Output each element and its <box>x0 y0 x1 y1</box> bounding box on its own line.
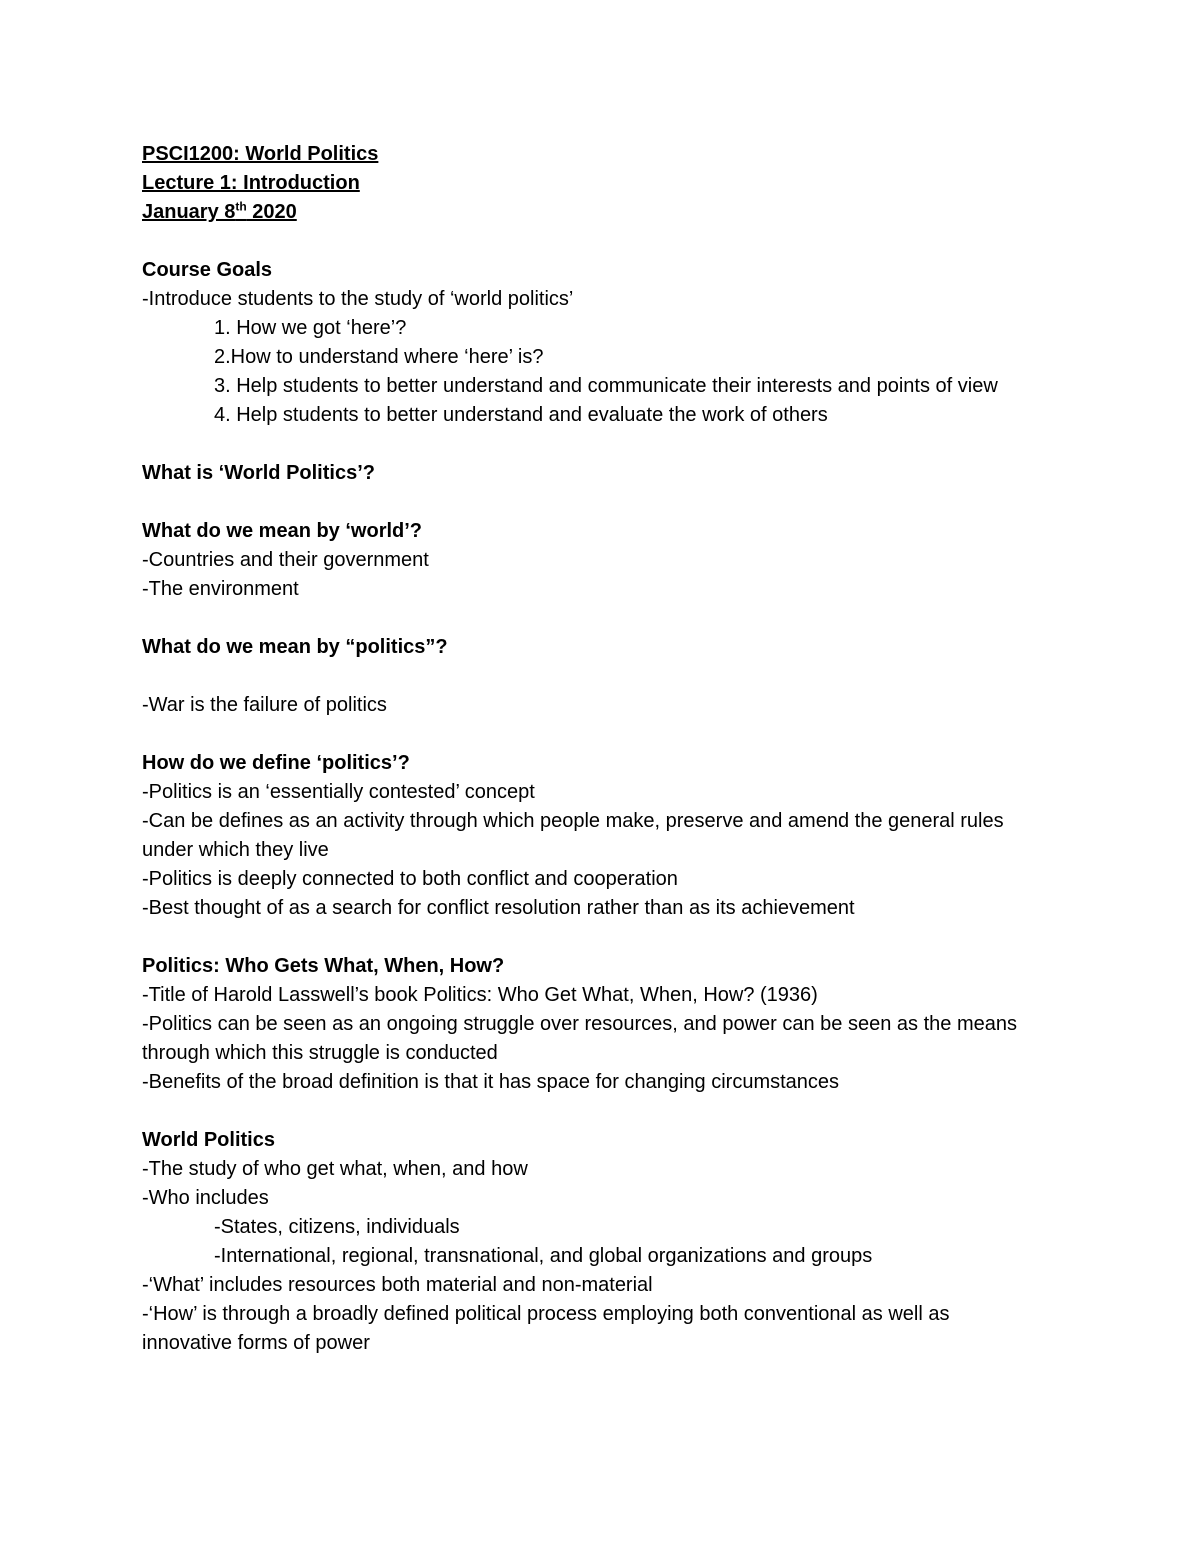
course-goal-item: 2.How to understand where ‘here’ is? <box>214 346 544 368</box>
course-goal-item: 3. Help students to better understand and communicate their interests and points of view <box>214 375 998 397</box>
spacer <box>142 488 1042 517</box>
define-politics-item: -Politics is deeply connected to both conflict and cooperation <box>142 868 678 890</box>
spacer <box>142 227 1042 256</box>
date-prefix: January 8 <box>142 201 236 223</box>
politics-meaning-item: -War is the failure of politics <box>142 694 387 716</box>
document-page <box>142 140 1042 1358</box>
world-heading: What do we mean by ‘world’? <box>142 520 423 542</box>
spacer <box>142 604 1042 633</box>
world-politics-sub-item: -States, citizens, individuals <box>214 1216 460 1238</box>
world-item: -The environment <box>142 578 299 600</box>
spacer <box>142 1097 1042 1126</box>
world-politics-line: -The study of who get what, when, and how <box>142 1158 528 1180</box>
spacer <box>142 430 1042 459</box>
world-politics-sub-item: -International, regional, transnational, and global organizations and groups <box>214 1245 873 1267</box>
what-is-heading: What is ‘World Politics’? <box>142 462 375 484</box>
who-gets-heading: Politics: Who Gets What, When, How? <box>142 955 505 977</box>
course-goals-heading: Course Goals <box>142 259 273 281</box>
spacer <box>142 662 1042 691</box>
who-gets-item: -Title of Harold Lasswell’s book Politics: Who Get What, When, How? (1936) <box>142 984 818 1006</box>
define-politics-item: -Best thought of as a search for conflict resolution rather than as its achievement <box>142 897 855 919</box>
world-politics-line: -Who includes <box>142 1187 269 1209</box>
spacer <box>142 720 1042 749</box>
world-item: -Countries and their government <box>142 549 429 571</box>
lecture-date <box>142 198 1042 227</box>
define-politics-item: -Can be defines as an activity through which people make, preserve and amend the general rules under which they live <box>142 810 1010 861</box>
course-title: PSCI1200: World Politics <box>142 143 379 165</box>
spacer <box>142 923 1042 952</box>
who-gets-item: -Benefits of the broad definition is that it has space for changing circumstances <box>142 1071 840 1093</box>
define-politics-item: -Politics is an ‘essentially contested’ concept <box>142 781 535 803</box>
world-politics-heading: World Politics <box>142 1129 275 1151</box>
lecture-title: Lecture 1: Introduction <box>142 172 360 194</box>
who-gets-item: -Politics can be seen as an ongoing struggle over resources, and power can be seen as the means through which this struggle is conducted <box>142 1013 1023 1064</box>
world-politics-line: -‘How’ is through a broadly defined political process employing both conventional as well as innovative forms of power <box>142 1303 956 1354</box>
politics-meaning-heading: What do we mean by “politics”? <box>142 636 448 658</box>
course-goals-intro: -Introduce students to the study of ‘world politics’ <box>142 288 574 310</box>
date-suffix: 2020 <box>246 201 297 223</box>
world-politics-line: -‘What’ includes resources both material and non-material <box>142 1274 653 1296</box>
course-goal-item: 4. Help students to better understand and evaluate the work of others <box>214 404 828 426</box>
define-politics-heading: How do we define ‘politics’? <box>142 752 410 774</box>
course-goal-item: 1. How we got ‘here’? <box>214 317 407 339</box>
date-superscript: th <box>235 199 247 214</box>
